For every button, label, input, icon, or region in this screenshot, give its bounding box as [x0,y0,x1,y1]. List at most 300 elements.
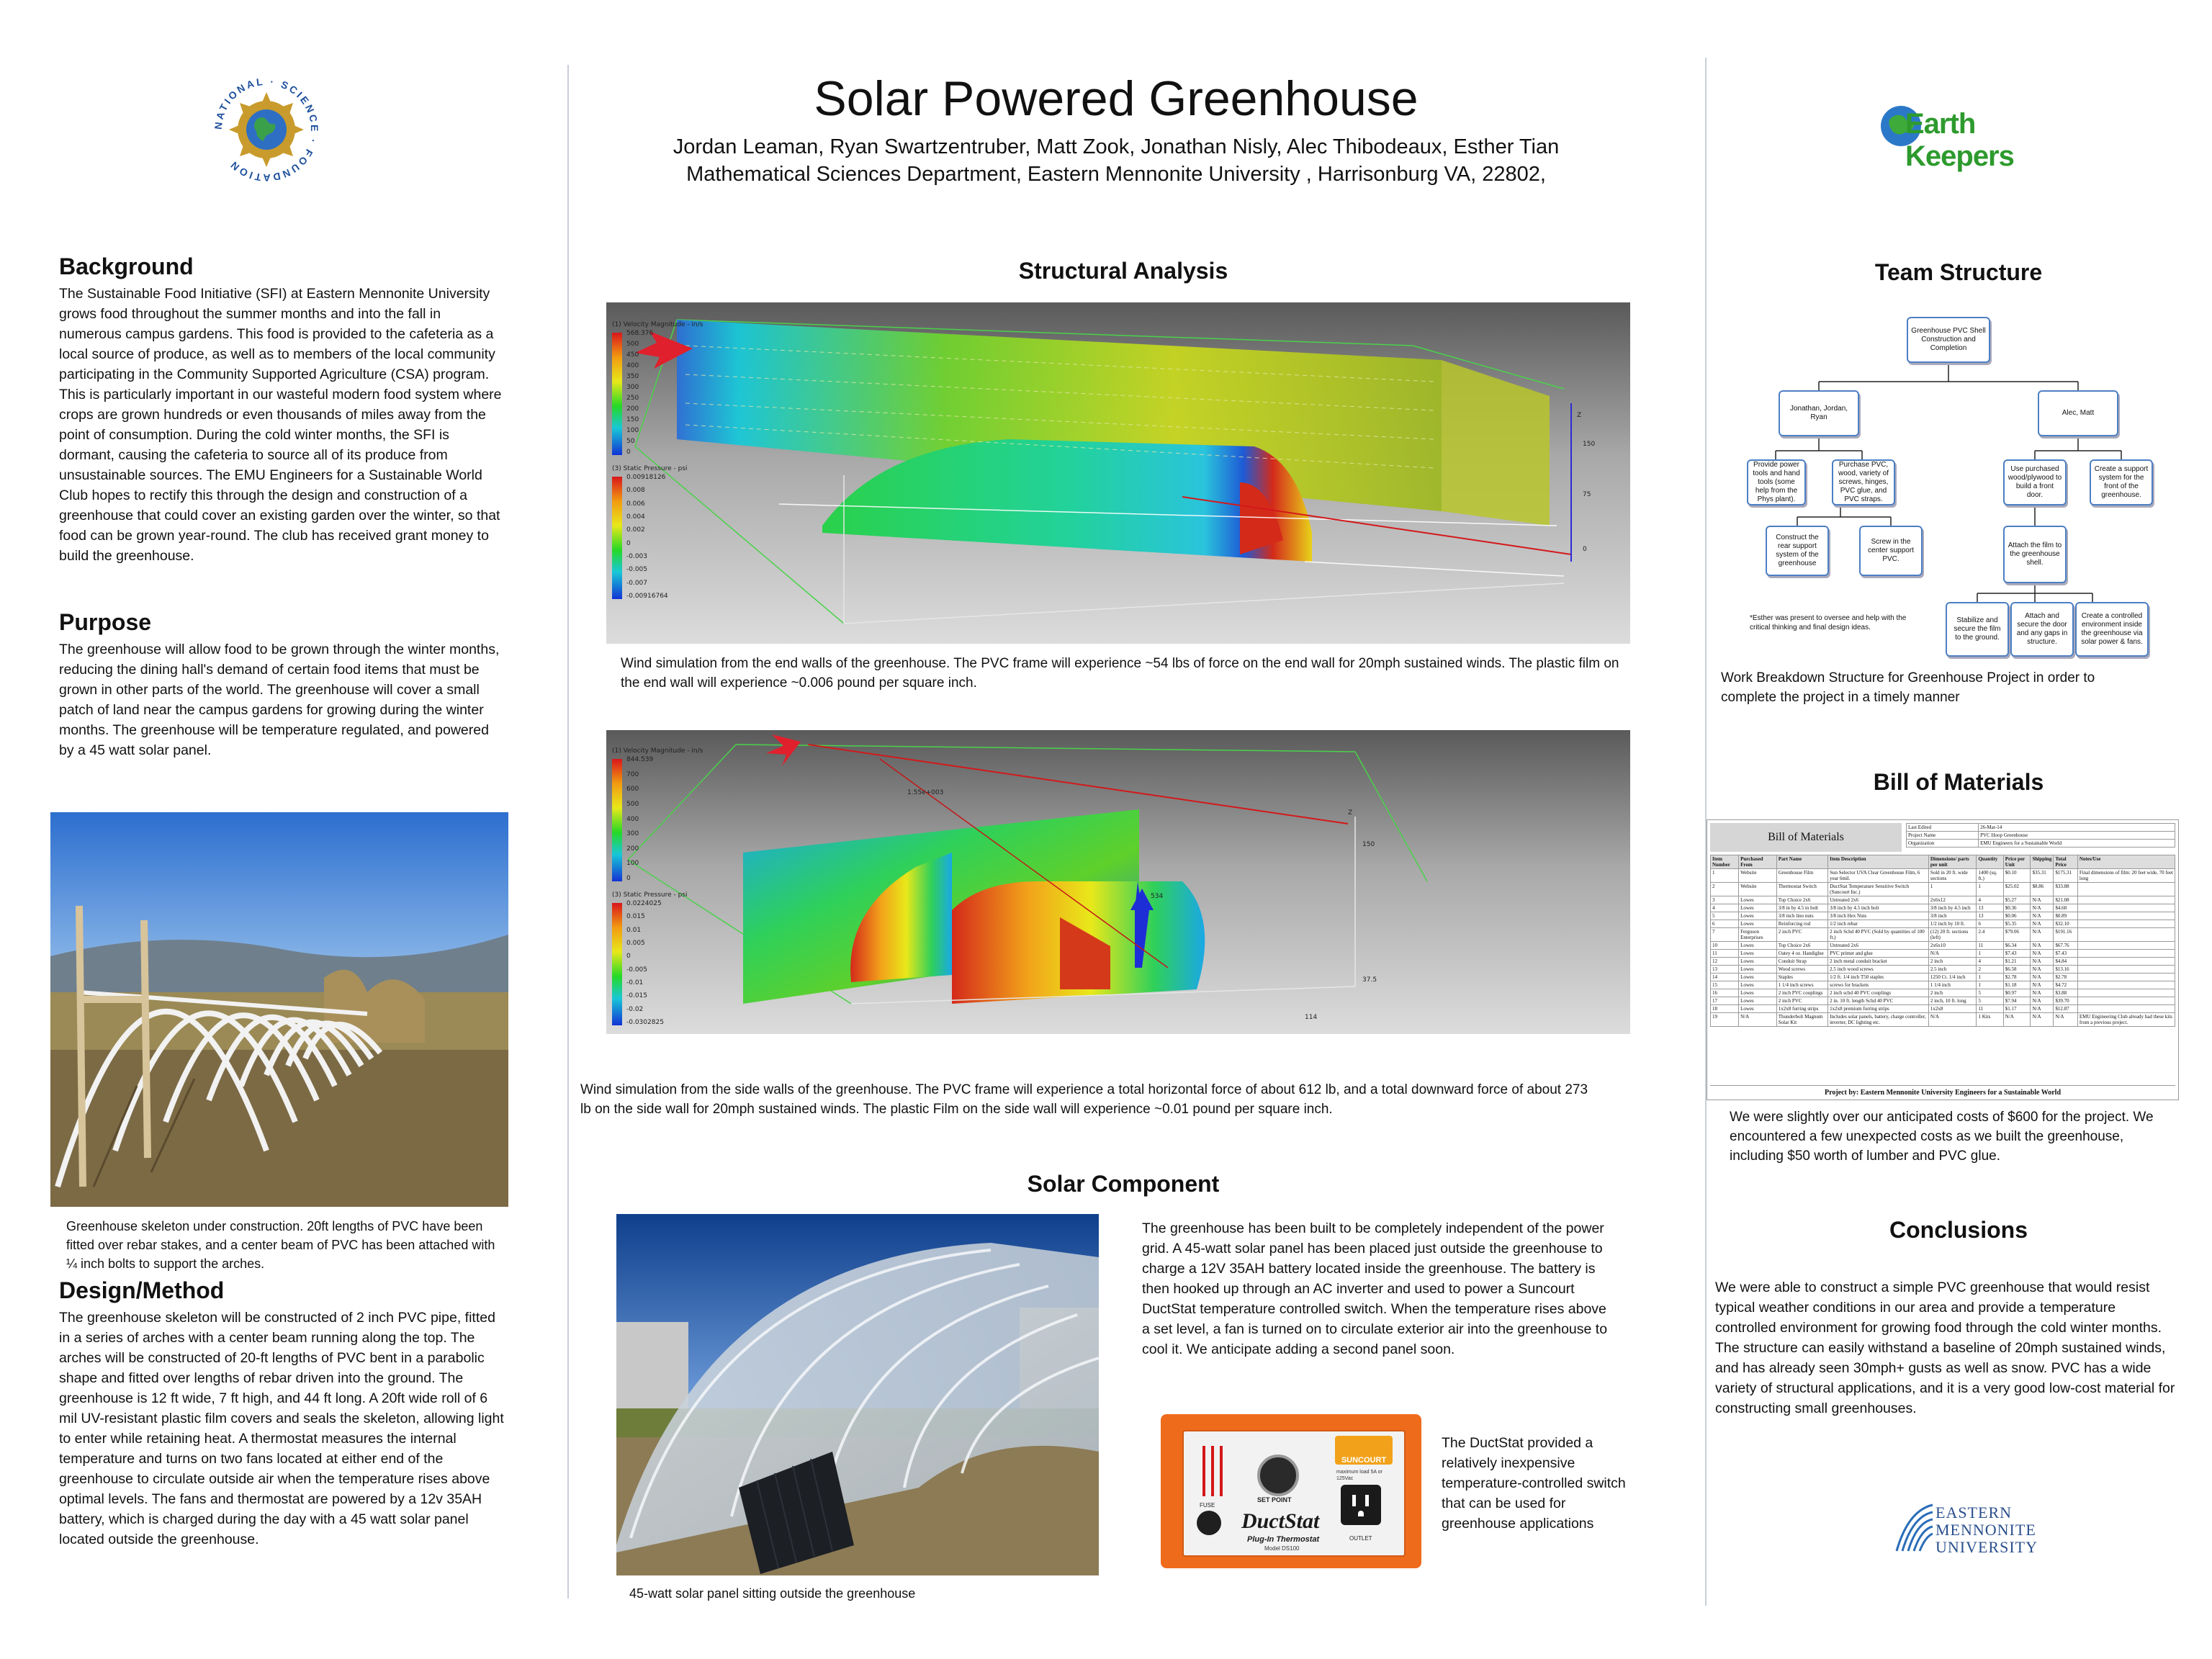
bom-row [1711,869,2175,883]
scale-tick: 150 [626,416,639,423]
bom-cell: 2x6x12 [1928,896,1977,904]
bom-cell [2077,883,2175,896]
wbs-right-lead: Alec, Matt [2038,390,2118,436]
wbs-task-attach-film: Attach the film to the greenhouse shell. [2003,526,2067,583]
scale-tick: 300 [626,384,639,391]
bom-cell: Thunderbolt Magnum Solar Kit [1776,1013,1827,1027]
team-structure-chart [1747,317,2156,660]
bom-cell: N/A [2031,958,2054,966]
bom-cell: 19 [1711,1013,1739,1027]
bom-cell: 3/8 inch by 4.5 inch bolt [1828,904,1929,912]
bom-cell: 14 [1711,974,1739,981]
bom-cell: 18 [1711,1005,1739,1013]
bom-cell: 1 [1977,950,2003,958]
bom-cell: 2 inch Schd 40 PVC (Sold by quantities of 100 ft.) [1828,928,1929,942]
sim1-velocity-scale [612,333,622,455]
bom-cell: Lowes [1739,997,1777,1005]
bom-cell: Lowes [1739,989,1777,997]
sim2-pressure-scale [612,903,622,1025]
bom-cell: 5 [1977,989,2003,997]
outlet-ground [1358,1511,1364,1516]
nsf-ring-text: NATIONAL · SCIENCE · FOUNDATION [212,75,321,184]
bom-cell: Website [1739,883,1777,896]
wbs-task-stabilize-film: Stabilize and secure the film to the ground. [1946,602,2009,657]
bom-cell: 5 [1711,912,1739,920]
bom-cell: 1 [1977,883,2003,896]
bom-cell: 1/2 inch rebar [1828,920,1929,928]
bom-cell: N/A [2031,896,2054,904]
sim2-dim-155e3: 1.55e+003 [907,789,944,796]
bom-cell: Conduit Strap [1776,958,1827,966]
scale-tick: 450 [626,351,639,359]
bom-cell: 6 [1977,920,2003,928]
scale-tick: 0 [626,953,631,961]
bom-cell: $0.06 [2003,912,2031,920]
bom-cell: 2 inch [1928,989,1977,997]
bom-column-header: Total Price [2054,855,2078,869]
bom-cell: N/A [2031,989,2054,997]
scale-tick: -0.015 [626,992,648,1000]
bom-cell: 16 [1711,989,1739,997]
bom-footer: Project by: Eastern Mennonite University Engineers for a Sustainable World [1710,1085,2175,1097]
bom-cell: Lowes [1739,966,1777,974]
bom-meta-cell: Last Edited [1907,824,1979,832]
scale-tick: 100 [626,427,639,434]
bom-cell: $5.35 [2003,920,2031,928]
bom-column-header: Quantity [1977,855,2003,869]
bom-meta-row [1907,832,2175,840]
bom-cell [2077,920,2175,928]
bom-cell: 1/2 inch by 10 ft. [1928,920,1977,928]
bom-cell: 3/8 inch [1928,912,1977,920]
ductstat-brand-badge: SUNCOURT [1335,1436,1393,1465]
sim2-dim-534: 534 [1151,893,1164,900]
sim1-dim-75: 75 [1583,491,1591,498]
side-wall-sim-caption: Wind simulation from the side walls of the greenhouse. The PVC frame will experience a total horizontal force of about 612 lb, and a total downward force of about 273 lb on the side wall for 20mph sustained winds. The plastic Film on the side wall will experience ~0.01 pound per square inch. [580,1082,1588,1117]
bom-cell: N/A [2031,981,2054,989]
bom-row [1711,942,2175,950]
bom-meta-cell: 26-Mar-14 [1979,824,2175,832]
sim1-dim-150: 150 [1583,441,1596,448]
bom-table [1710,855,2175,1027]
bom-row [1711,950,2175,958]
bom-cell: N/A [2031,950,2054,958]
bom-cell: 1x2x8 premium furring strips [1828,1005,1929,1013]
outlet-slot-left [1352,1495,1356,1506]
bom-cell: N/A [2031,904,2054,912]
emu-logo-line2: MENNONITE [1936,1521,2036,1539]
bom-cell: 1250 Ct. 1/4 inch [1928,974,1977,981]
bom-cell: 11 [1977,1005,2003,1013]
ductstat-load-text: maximum load 5A or 125Vac [1336,1470,1382,1481]
bom-cell: Lowes [1739,950,1777,958]
bom-cell: 1x2x8 [1928,1005,1977,1013]
skeleton-photo-caption: Greenhouse skeleton under construction. 20ft lengths of PVC have been fitted over rebar stakes, and a center beam of PVC has been attached with ¼ inch bolts to support the arches. [66,1219,495,1271]
bom-cell [2077,904,2175,912]
bom-cell [2077,912,2175,920]
bom-cell: screws for brackets [1828,981,1929,989]
bom-cell: $4.68 [2054,904,2078,912]
bom-row [1711,883,2175,896]
bom-cell: 7 [1711,928,1739,942]
bom-cell [2077,981,2175,989]
bom-cell: Lowes [1739,896,1777,904]
bom-cell: 11 [1711,950,1739,958]
bom-cell: 3 [1711,896,1739,904]
bom-cell: 4 [1977,958,2003,966]
bom-cell: Untreated 2x6 [1828,942,1929,950]
bom-cell: N/A [1928,950,1977,958]
scale-tick: -0.003 [626,553,648,560]
bom-cell: 2 [1977,966,2003,974]
bom-cell: $3.88 [2054,989,2078,997]
scale-tick: 300 [626,830,639,838]
bom-meta-cell: Organization [1907,840,1979,848]
bom-cell [2077,928,2175,942]
column-divider-left [567,65,569,1599]
bom-cell: $0.10 [2003,869,2031,883]
bom-cell: Thermostat Switch [1776,883,1827,896]
affiliation: Mathematical Sciences Department, Eastern Mennonite University , Harrisonburg VA, 22802, [686,163,1546,186]
wbs-task-controlled-env: Create a controlled environment inside the greenhouse via solar power & fans. [2075,602,2149,657]
scale-tick: 0 [626,449,631,456]
wbs-note: *Esther was present to oversee and help with the critical thinking and final design ideas. [1750,614,1907,631]
bom-cell: $13.16 [2054,966,2078,974]
bom-row [1711,1005,2175,1013]
bom-cell: 1 Kits [1977,1013,2003,1027]
scale-tick: 400 [626,362,639,369]
scale-tick: 0.00918126 [626,474,666,481]
scale-tick: 250 [626,395,639,402]
scale-tick: 0.005 [626,940,645,947]
bom-cell: $4.84 [2054,958,2078,966]
bom-cell [2077,966,2175,974]
bom-cell: Sold in 20 ft. wide sections [1928,869,1977,883]
bom-cell: Oatey 4 oz. Handiglue [1776,950,1827,958]
nsf-logo [209,72,324,187]
bom-cell: 17 [1711,997,1739,1005]
scale-tick: 700 [626,770,639,778]
scale-tick: 500 [626,341,639,348]
bom-column-header: Item Number [1711,855,1739,869]
purpose-heading: Purpose [59,609,152,635]
end-wall-wind-simulation [606,302,1630,644]
background-text: The Sustainable Food Initiative (SFI) at Eastern Mennonite University grows food throughout the summer months and into the fall in numerous campus gardens. This food is provided to the cafeteria as a local source of produce, as well as to members of the local community participating in the Community Supported Agriculture (CSA) program. This is particularly important in our wasteful modern food system where crops are grown hundreds or even thousands of miles away from the point of consumption. During the cold winter months, the SFI is dormant, causing the cafeteria to source all of its produce from unsustainable sources. The EMU Engineers for a Sustainable World Club hopes to rectify this through the design and construction of a greenhouse that could cover an existing garden over the winter, so that food can be grown year-round. The club has received grant money to build the greenhouse. [59,286,502,564]
bom-cell: 2.5 inch wood screws [1828,966,1929,974]
bom-cell: 4 [1711,904,1739,912]
bom-cell: 1400 (sq. ft.) [1977,869,2003,883]
bom-cell: 2 inch, 10 ft. long [1928,997,1977,1005]
scale-tick: 0.002 [626,526,645,534]
scale-tick: 500 [626,800,639,808]
sim1-dim-0: 0 [1583,546,1587,553]
emu-logo [1894,1501,2052,1561]
bom-cell: $25.02 [2003,883,2031,896]
ductstat-subtitle: Plug-In Thermostat [1247,1535,1320,1544]
bom-cell [2077,942,2175,950]
bom-cell: $7.43 [2054,950,2078,958]
scale-tick: 0.015 [626,913,645,921]
sim2-dim-150: 150 [1362,841,1375,848]
bom-cell: Greenhouse Film [1776,869,1827,883]
scale-tick: -0.0302825 [626,1019,664,1026]
ductstat-product-name: DuctStat [1241,1509,1320,1533]
bom-cell: $4.72 [2054,981,2078,989]
scale-tick: 568.376 [626,330,654,337]
bom-cell: 13 [1977,904,2003,912]
scale-tick: 0.01 [626,926,642,934]
bom-meta-cell: PVC Hoop Greenhouse [1979,832,2175,840]
bom-cell: 1 [1977,974,2003,981]
wbs-task-tools: Provide power tools and hand tools (some help from the Phys plant). [1747,459,1806,505]
bom-cell: Ferguson Enterprises [1739,928,1777,942]
bom-cell: 2.4 [1977,928,2003,942]
ductstat-outlet [1341,1485,1381,1525]
bom-cell: 2 inch PVC couplings [1776,989,1827,997]
bom-cell: 15 [1711,981,1739,989]
wbs-left-lead: Jonathan, Jordan, Ryan [1779,390,1859,436]
bom-cell: Lowes [1739,958,1777,966]
bom-meta-cell: EMU Engineers for a Sustainable World [1979,840,2175,848]
bom-column-header: Price per Unit [2003,855,2031,869]
bom-cell: $7.94 [2003,997,2031,1005]
bom-cell: Lowes [1739,912,1777,920]
structural-heading: Structural Analysis [1018,258,1228,284]
bom-cell: Lowes [1739,904,1777,912]
bom-cell [2077,896,2175,904]
scale-tick: 0 [626,875,631,882]
bom-cell: 3/8 inch Hex Nuts [1828,912,1929,920]
sim2-pressure-label: (3) Static Pressure - psi [612,891,688,899]
bom-row [1711,974,2175,981]
emu-logo-line3: UNIVERSITY [1936,1538,2038,1556]
bom-cell: N/A [1739,1013,1777,1027]
bom-row [1711,904,2175,912]
ductstat-outlet-label: OUTLET [1349,1535,1372,1542]
bom-cell: $0.89 [2054,912,2078,920]
ductstat-model: Model DS100 [1264,1545,1300,1552]
bom-heading: Bill of Materials [1873,769,2044,795]
bom-cell [2077,974,2175,981]
bom-cell: $79.06 [2003,928,2031,942]
bom-cell: Lowes [1739,1005,1777,1013]
bom-cell: Staples [1776,974,1827,981]
scale-tick: -0.007 [626,579,648,587]
emu-logo-line1: EASTERN [1936,1503,2012,1521]
bom-cell: (12) 20 ft. sections (left) [1928,928,1977,942]
bom-meta-row [1907,824,2175,832]
bom-cell: 2 inch [1928,958,1977,966]
solar-heading: Solar Component [1027,1171,1220,1197]
bom-column-header: Purchased From [1739,855,1777,869]
scale-tick: -0.00916764 [626,593,668,600]
scale-tick: 100 [626,860,639,868]
bom-cell: 13 [1711,966,1739,974]
bom-table-title: Bill of Materials [1710,823,1902,852]
bom-cell: 1 1/4 inch [1928,981,1977,989]
wbs-task-center-pvc: Screw in the center support PVC. [1859,526,1923,576]
bom-column-header: Part Name [1776,855,1827,869]
ductstat-device-photo [1156,1410,1426,1573]
scale-tick: 350 [626,373,639,380]
bom-cell: N/A [2003,1013,2031,1027]
bom-cell: $2.78 [2003,974,2031,981]
bom-cell: 4 [1977,896,2003,904]
scale-tick: 600 [626,786,639,793]
purpose-text: The greenhouse will allow food to be grown through the winter months, reducing the dining hall's demand of certain food items that must be grown in other parts of the world. The greenhouse will cover a small patch of land near the campus gardens for growing during the winter months. The greenhouse will be temperature regulated, and powered by a 45 watt solar panel. [59,642,500,758]
bom-cell: $7.43 [2003,950,2031,958]
bom-cell: $8.86 [2031,883,2054,896]
bom-cell: 2 inch PVC [1776,928,1827,942]
bom-cell: EMU Engineering Club already had these kits from a previous project. [2077,1013,2175,1027]
bom-row [1711,920,2175,928]
scale-tick: 200 [626,845,639,853]
scale-tick: 0.0224025 [626,900,662,907]
bom-cell: 2 inch PVC [1776,997,1827,1005]
bom-cell: N/A [2031,974,2054,981]
bom-column-header: Shipping [2031,855,2054,869]
bom-cell: N/A [2031,920,2054,928]
bom-row [1711,896,2175,904]
bom-cell: 13 [1977,912,2003,920]
wbs-task-purchase: Purchase PVC, wood, variety of screws, hinges, PVC glue, and PVC straps. [1832,459,1895,505]
scale-tick: 0.004 [626,513,645,521]
bom-cell: 2.5 inch [1928,966,1977,974]
bom-cell: Website [1739,869,1777,883]
design-heading: Design/Method [59,1277,225,1303]
bom-cell: N/A [2054,1013,2078,1027]
sim2-velocity-label: (1) Velocity Magnitude - in/s [612,747,703,755]
bom-cell: 2 inch schd 40 PVC couplings [1828,989,1929,997]
bom-row [1711,912,2175,920]
bom-cell: $0.97 [2003,989,2031,997]
sim1-velocity-label: (1) Velocity Magnitude - in/s [612,321,703,328]
bom-cell: 6 [1711,920,1739,928]
bom-column-header: Notes/Use [2077,855,2175,869]
bom-meta-cell: Project Name [1907,832,1979,840]
bom-cell: 3/8 inch by 4.5 inch [1928,904,1977,912]
scale-tick: -0.005 [626,566,648,574]
wbs-task-front-support: Create a support system for the front of the greenhouse. [2090,459,2153,505]
bom-cell: Lowes [1739,981,1777,989]
scale-tick: 0.006 [626,500,645,508]
end-wall-sim-caption: Wind simulation from the end walls of the greenhouse. The PVC frame will experience ~54 lbs of force on the end wall for 20mph sustained winds. The plastic film on the end wall will experience ~0.006 pound per square inch. [621,656,1619,691]
bom-cell: N/A [2031,912,2054,920]
bom-cell: 1/2 ft. 1/4 inch T50 staples [1828,974,1929,981]
sim1-dim-z: Z [1577,412,1582,419]
bom-row [1711,1013,2175,1027]
bom-cell: $5.27 [2003,896,2031,904]
bom-cell: N/A [2031,1005,2054,1013]
bom-cell: $6.58 [2003,966,2031,974]
wbs-task-front-door: Use purchased wood/plywood to build a front door. [2003,459,2067,505]
bom-column-header: Dimensions/ parts per unit [1928,855,1977,869]
bom-cell: 3/8 inch lino nuts [1776,912,1827,920]
sim2-velocity-scale [612,759,622,881]
solar-photo-caption: 45-watt solar panel sitting outside the greenhouse [629,1586,916,1601]
wbs-task-attach-door: Attach and secure the door and any gaps in structure. [2010,602,2074,657]
background-heading: Background [59,253,194,279]
scale-tick: -0.02 [626,1005,644,1013]
conclusions-heading: Conclusions [1889,1217,2028,1243]
bom-cell: $2.78 [2054,974,2078,981]
bom-cell: 12 [1711,958,1739,966]
bom-cell: $0.36 [2003,904,2031,912]
scale-tick: 844.539 [626,756,654,763]
bom-cell: $33.88 [2054,883,2078,896]
bom-cell: $6.34 [2003,942,2031,950]
conclusions-text: We were able to construct a simple PVC greenhouse that would resist typical weather conditions in our area and provide a temperature controlled environment for growing food through the cold winter months. The structure can easily withstand a baseline of 20mph sustained winds, and has already seen 30mph+ gusts as well as snow. PVC has a wide variety of structural applications, and it is a very good low-cost material for constructing small greenhouses. [1715,1280,2175,1416]
bom-cell: 5 [1977,997,2003,1005]
bom-cell: 2 in. 10 ft. length Schd 40 PVC [1828,997,1929,1005]
sim1-pressure-label: (3) Static Pressure - psi [612,465,688,472]
bom-cell: Includes solar panels, battery, charge controller, inverter, DC lighting etc. [1828,1013,1929,1027]
solar-panel-photo [616,1214,1099,1575]
wbs-root: Greenhouse PVC Shell Construction and Completion [1907,317,1990,363]
bom-cell: $1.17 [2003,1005,2031,1013]
side-wall-wind-simulation [606,730,1630,1034]
ductstat-fuse [1197,1511,1221,1535]
scale-tick: -0.01 [626,979,644,986]
sim2-dim-114: 114 [1305,1014,1318,1021]
authors: Jordan Leaman, Ryan Swartzentruber, Matt Zook, Jonathan Nisly, Alec Thibodeaux, Esther Tian [673,135,1560,158]
scale-tick: 400 [626,815,639,823]
bom-cell: Sun Selector UVA Clear Greenhouse Film, 6 year 6mil. [1828,869,1929,883]
team-heading: Team Structure [1874,259,2043,285]
bom-caption: We were slightly over our anticipated costs of $600 for the project. We encountered a few unexpected costs as we built the greenhouse, including $50 worth of lumber and PVC glue. [1730,1110,2154,1164]
bom-cell: $39.70 [2054,997,2078,1005]
bom-cell [2077,958,2175,966]
bom-cell: 10 [1711,942,1739,950]
bom-cell: Final dimensions of film: 20 feet wide, 70 feet long [2077,869,2175,883]
bom-cell: 2 inch metal conduit bracket [1828,958,1929,966]
bom-cell: Lowes [1739,974,1777,981]
bom-cell: $175.31 [2054,869,2078,883]
sim2-dim-z: Z [1348,809,1353,817]
bom-row [1711,997,2175,1005]
bom-row [1711,981,2175,989]
earth-keepers-text: Earth Keepers [1905,108,2014,172]
bom-row [1711,928,2175,942]
bom-cell: 3/8 in by 4.5 in bolt [1776,904,1827,912]
bom-cell: $191.16 [2054,928,2078,942]
bom-cell: $12.87 [2054,1005,2078,1013]
bom-cell: $21.08 [2054,896,2078,904]
ductstat-caption: The DuctStat provided a relatively inexpensive temperature-controlled switch that can be used for greenhouse applications [1442,1435,1626,1532]
bom-cell: Wood screws [1776,966,1827,974]
team-caption: Work Breakdown Structure for Greenhouse Project in order to complete the project in a timely manner [1721,670,2095,705]
poster-title: Solar Powered Greenhouse [814,71,1419,126]
scale-tick: -0.005 [626,966,648,974]
bom-table-image [1707,819,2179,1100]
bom-cell [2077,997,2175,1005]
bom-cell: 1x2x8 furring strips [1776,1005,1827,1013]
bom-cell [2077,1005,2175,1013]
bom-column-header: Item Description [1828,855,1929,869]
bom-cell: Top Choice 2x6 [1776,942,1827,950]
bom-cell: N/A [1928,1013,1977,1027]
greenhouse-skeleton-photo [50,812,508,1207]
wbs-task-rear-support: Construct the rear support system of the greenhouse [1766,526,1829,576]
outlet-slot-right [1365,1495,1369,1506]
bom-cell: N/A [2031,928,2054,942]
bom-cell: Lowes [1739,920,1777,928]
bom-cell: 1 [1711,869,1739,883]
bom-cell: Untreated 2x6 [1828,896,1929,904]
bom-cell: 2x6x10 [1928,942,1977,950]
bom-cell: 1 1/4 inch screws [1776,981,1827,989]
bom-cell: $32.10 [2054,920,2078,928]
